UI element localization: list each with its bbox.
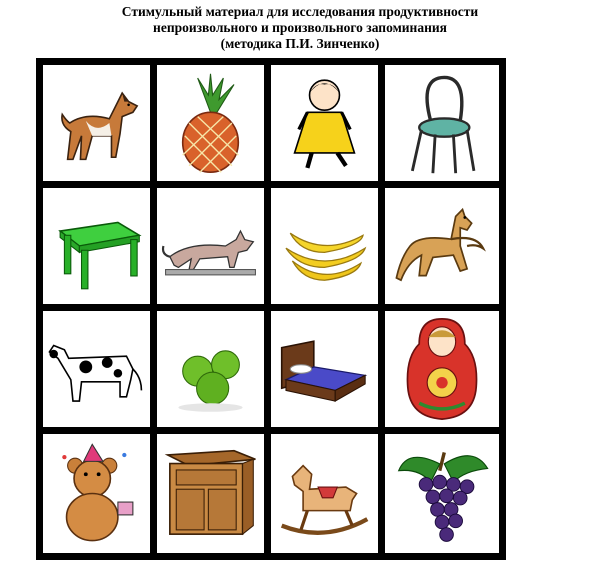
cow-icon bbox=[43, 311, 150, 427]
card-apples bbox=[157, 311, 264, 427]
title-line-2: непроизвольного и произвольного запоминания bbox=[153, 20, 447, 35]
title-line-3: (методика П.И. Зинченко) bbox=[220, 36, 380, 51]
stimulus-card-grid bbox=[36, 58, 506, 560]
page-title bbox=[0, 4, 600, 52]
cat-icon bbox=[157, 188, 264, 304]
card-bed bbox=[271, 311, 378, 427]
teddy-bear-icon bbox=[43, 434, 150, 553]
table-icon bbox=[43, 188, 150, 304]
card-grapes bbox=[385, 434, 499, 553]
card-table bbox=[43, 188, 150, 304]
doll-icon bbox=[271, 65, 378, 181]
dog-icon bbox=[43, 65, 150, 181]
card-cat bbox=[157, 188, 264, 304]
matryoshka-icon bbox=[385, 311, 499, 427]
card-cabinet bbox=[157, 434, 264, 553]
horse-icon bbox=[385, 188, 499, 304]
card-chair bbox=[385, 65, 499, 181]
card-pineapple bbox=[157, 65, 264, 181]
rocking-horse-icon bbox=[271, 434, 378, 553]
bed-icon bbox=[271, 311, 378, 427]
chair-icon bbox=[385, 65, 499, 181]
card-matryoshka bbox=[385, 311, 499, 427]
cabinet-icon bbox=[157, 434, 264, 553]
card-horse bbox=[385, 188, 499, 304]
grapes-icon bbox=[385, 434, 499, 553]
card-dog bbox=[43, 65, 150, 181]
card-bananas bbox=[271, 188, 378, 304]
pineapple-icon bbox=[157, 65, 264, 181]
card-teddy-bear bbox=[43, 434, 150, 553]
card-cow bbox=[43, 311, 150, 427]
card-rocking-horse bbox=[271, 434, 378, 553]
bananas-icon bbox=[271, 188, 378, 304]
apples-icon bbox=[157, 311, 264, 427]
title-line-1: Стимульный материал для исследования продуктивности bbox=[121, 4, 479, 19]
card-doll bbox=[271, 65, 378, 181]
